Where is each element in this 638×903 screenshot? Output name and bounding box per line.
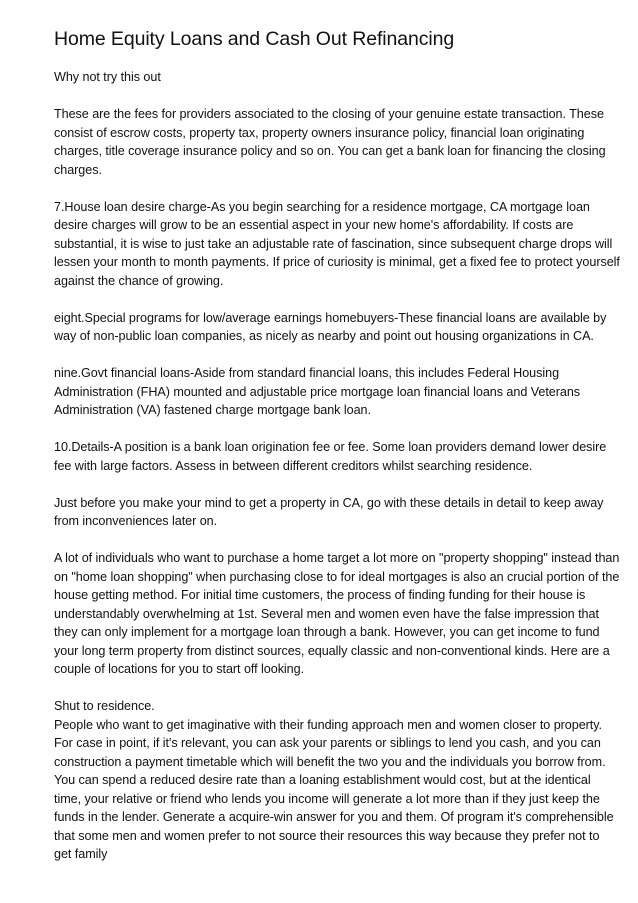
document-title: Home Equity Loans and Cash Out Refinancing bbox=[54, 28, 455, 50]
paragraph-special-programs: eight.Special programs for low/average earnings homebuyers-These financial loans are available by way of non-public loan companies, as nicely as nearby and point out housing organizations in CA. bbox=[54, 310, 607, 343]
document-page bbox=[54, 24, 620, 882]
paragraph-govt-loans: nine.Govt financial loans-Aside from standard financial loans, this includes Federal Housing Administration (FHA) mounted and adjustable price mortgage loan financial loans and Veterans Administration (VA) fastened charge mortgage bank loan. bbox=[54, 366, 581, 417]
paragraph-closing-fees: These are the fees for providers associated to the closing of your genuine estate transaction. These consist of escrow costs, property tax, property owners insurance policy, financial loan originating charges, title coverage insurance policy and so on. You can get a bank loan for financing the closing charges. bbox=[54, 107, 606, 177]
paragraph-interest-rate: 7.House loan desire charge-As you begin searching for a residence mortgage, CA mortgage loan desire charges will grow to be an essential aspect in your new home's affordability. If costs are substantial, it is wise to just take an adjustable rate of fascination, since subsequent charge drops will lessen your month to month payments. If price of curiosity is minimal, get a fixed fee to protect yourself against the chance of growing. bbox=[54, 199, 620, 288]
paragraph-points: 10.Details-A position is a bank loan origination fee or fee. Some loan providers demand lower desire fee with large factors. Assess in between different creditors whilst searching residence. bbox=[54, 440, 607, 473]
section-heading-close-to-home: Shut to residence. bbox=[54, 699, 155, 713]
paragraph-family-funding: People who want to get imaginative with their funding approach men and women closer to property. For case in point, if it's relevant, you can ask your parents or siblings to lend you cash, and you can construction a payment timetable which will benefit the two you and the individuals you borrow from. You can spend a reduced desire rate than a loaning establishment would cost, but at the identical time, your relative or friend who lends you income will generate a lot more than if they just keep the funds in the lender. Generate a acquire-win answer for you and them. Of program it's comprehensible that some men and women prefer to not source their resources this way because they prefer not to get family bbox=[54, 717, 614, 861]
intro-line: Why not try this out bbox=[54, 70, 161, 84]
paragraph-home-shopping: A lot of individuals who want to purchase a home target a lot more on "property shopping" instead than on "home loan shopping" when purchasing close to for ideal mortgages is also an crucial portion of the house getting method. For initial time customers, the process of finding funding for their house is understandably overwhelming at 1st. Several men and women even have the false impression that they can only implement for a mortgage loan through a bank. However, you can get income to fund your long term property from distinct sources, equally classic and non-conventional kinds. Here are a couple of locations for you to start off looking. bbox=[54, 551, 620, 676]
paragraph-before-buying: Just before you make your mind to get a property in CA, go with these details in detail to keep away from inconveniences later on. bbox=[54, 495, 604, 528]
